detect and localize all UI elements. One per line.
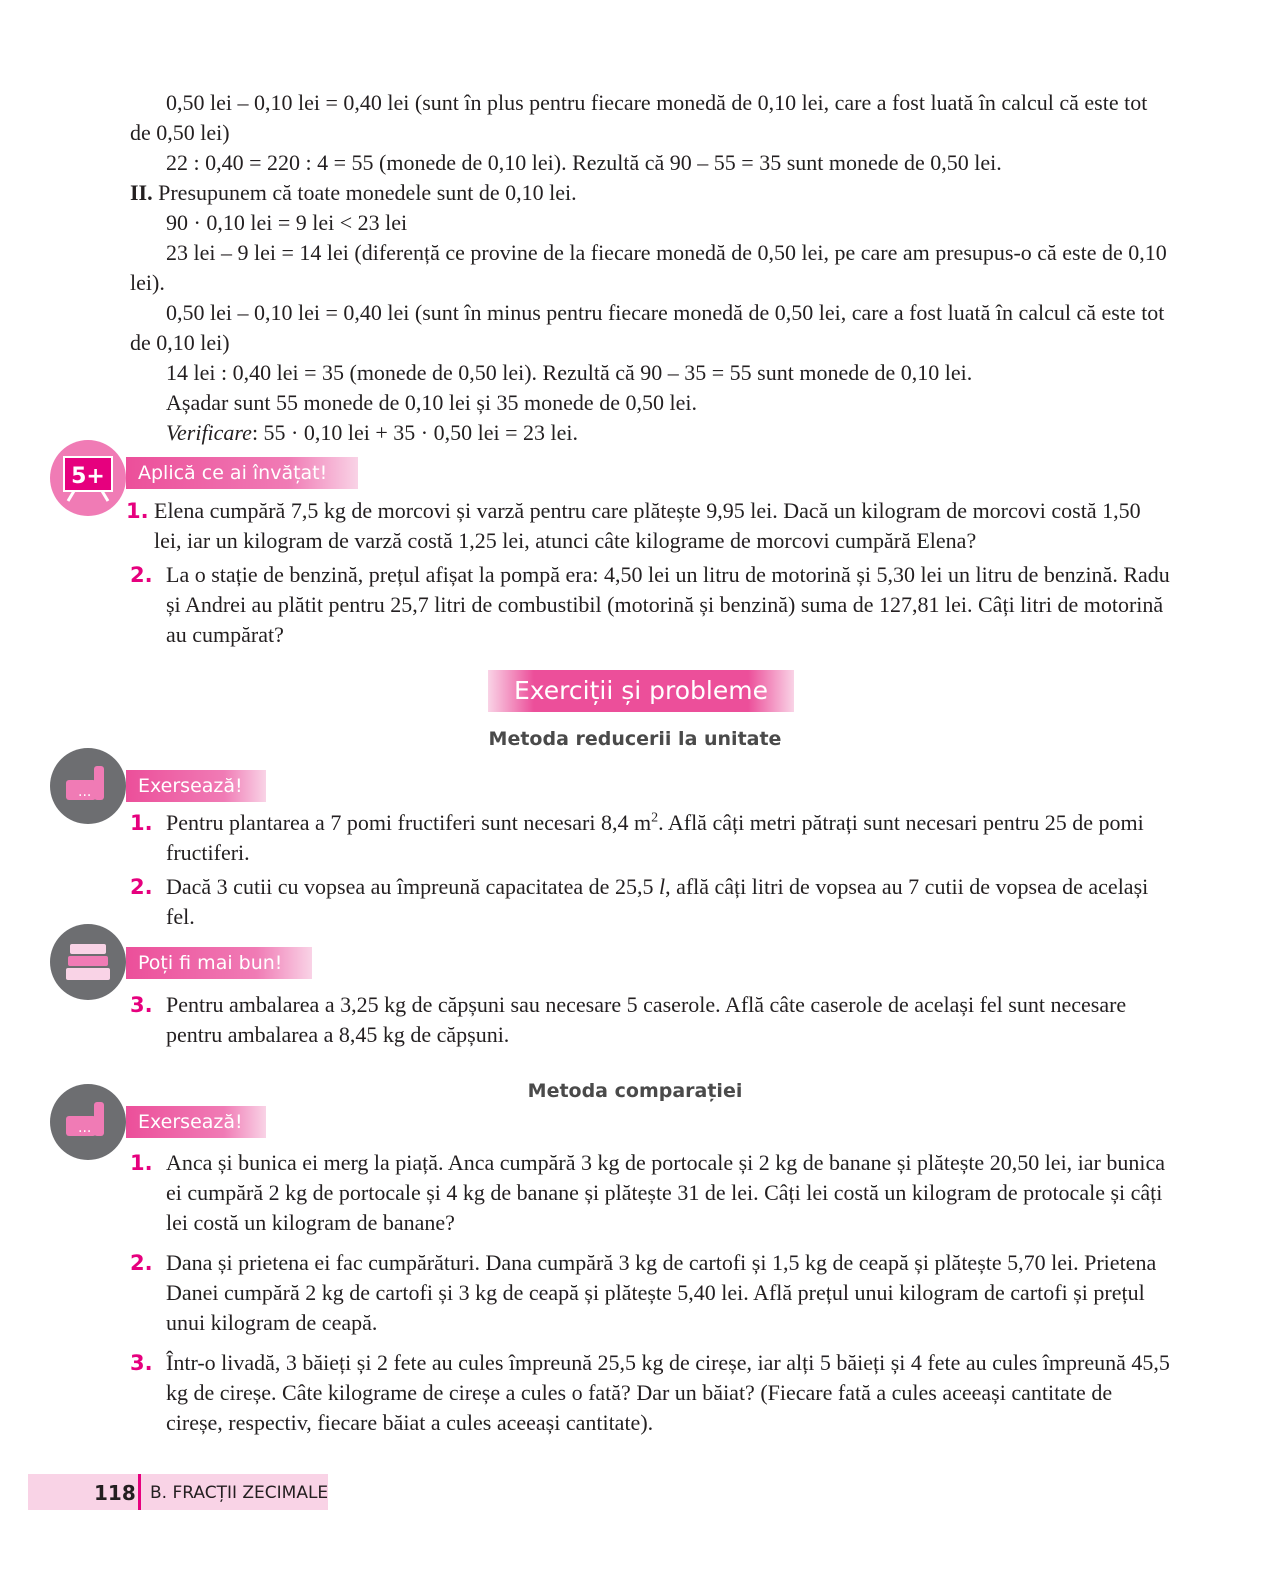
item-number: 2. [130,1251,153,1275]
footer-divider [138,1474,141,1510]
list-item: 2. La o stație de benzină, prețul afișat la pompă era: 4,50 lei un litru de motorină și 5,30 lei un litru de benzină. Radu și Andrei au plătit pentru 25,7 litri de combustibil (motorină și benzină) suma de 127,81 lei. Câți litri de motorină au cumpărat? [130,562,1170,647]
item-number: 3. [130,993,153,1017]
roman-numeral: II. [130,180,153,205]
apply-label: Aplică ce ai învățat! [126,457,358,489]
item-number: 1. [130,811,153,835]
board-icon [60,453,116,503]
chapter-title: B. FRACȚII ZECIMALE [150,1483,329,1503]
solution-line: 0,50 lei – 0,10 lei = 0,40 lei (sunt în minus pentru fiecare monedă de 0,50 lei, care a fost luată în calcul că este tot de 0,10 lei) [130,300,1165,355]
list-item: 1. Elena cumpără 7,5 kg de morcovi și varză pentru care plătește 9,95 lei. Dacă un kilogram de morcovi costă 1,50 lei, iar un kilogram de varză costă 1,25 lei, atunci câte kilograme de morcovi cumpără Elena? [126,498,1141,553]
item-number: 2. [130,875,153,899]
solution-line: 0,50 lei – 0,10 lei = 0,40 lei (sunt în plus pentru fiecare monedă de 0,10 lei, care a fost luată în calcul că este tot de 0,50 lei) [130,90,1148,145]
better-badge-icon [50,924,126,1000]
solution-line: 14 lei : 0,40 lei = 35 (monede de 0,50 lei). Rezultă că 90 – 35 = 55 sunt monede de 0,10 lei. [166,360,973,385]
thumb-icon [60,758,116,814]
list-item: 1. Anca și bunica ei merg la piață. Anca cumpără 3 kg de portocale și 2 kg de banane și plătește 20,50 lei, iar bunica ei cumpără 2 kg de portocale și 4 kg de banane și plătește 31 de lei. Câți lei costă un kilogram de protocale și câți lei costă un kilogram de banane? [130,1150,1166,1235]
method-title: Metoda reducerii la unitate [488,728,782,750]
item-number: 1. [130,1151,153,1175]
better-label: Poți fi mai bun! [126,947,312,979]
practice-label: Exersează! [126,1106,266,1138]
thumb-icon [60,1094,116,1150]
list-item: 2. Dacă 3 cutii cu vopsea au împreună capacitatea de 25,5 l, află câți litri de vopsea au 7 cutii de vopsea de același fel. [130,874,1149,929]
verification-line: Verificare: 55 · 0,10 lei + 35 · 0,50 lei = 23 lei. [166,420,578,445]
list-item: 3. Pentru ambalarea a 3,25 kg de căpșuni sau necesare 5 caserole. Află câte caserole de același fel sunt necesare pentru ambalarea a 8,45 kg de căpșuni. [130,992,1127,1047]
solution-line: Așadar sunt 55 monede de 0,10 lei și 35 monede de 0,50 lei. [166,390,697,415]
svg-text:...: ... [78,784,92,800]
item-number: 3. [130,1351,153,1375]
solution-line: 23 lei – 9 lei = 14 lei (diferență ce provine de la fiecare monedă de 0,50 lei, pe care am presupus-o că este de 0,10 lei). [130,240,1167,295]
list-item: 2. Dana și prietena ei fac cumpărături. Dana cumpără 3 kg de cartofi și 1,5 kg de ceapă și plătește 5,70 lei. Prietena Danei cumpără 2 kg de cartofi și 3 kg de ceapă și plătește 5,40 lei. Află prețul unui kilogram de cartofi și prețul unui kilogram de ceapă. [130,1250,1157,1335]
list-item: 3. Într-o livadă, 3 băieți și 2 fete au cules împreună 25,5 kg de cireșe, iar alți 5 băieți și 4 fete au cules împreună 45,5 kg de cireșe. Câte kilograme de cireșe a cules o fată? Dar un băiat? (Fiecare fată a cules aceeași cantitate de cireșe, respectiv, fiecare băiat a cules aceeași cantitate). [130,1350,1170,1435]
section-title: Exerciții și probleme [488,670,794,712]
stack-icon [60,934,116,990]
solution-line: 90 · 0,10 lei = 9 lei < 23 lei [166,210,408,235]
list-item: 1. Pentru plantarea a 7 pomi fructiferi sunt necesari 8,4 $m^2$. Află câți metri pătrați sunt necesari pentru 25 de pomi fructiferi. [130,810,1144,865]
practice-badge-icon [50,1084,126,1160]
practice-label: Exersează! [126,770,266,802]
item-number: 2. [130,563,153,587]
solution-line: 22 : 0,40 = 220 : 4 = 55 (monede de 0,10 lei). Rezultă că 90 – 55 = 35 sunt monede de 0,50 lei. [166,150,1002,175]
svg-text:5+: 5+ [71,464,105,489]
svg-text:...: ... [78,1120,92,1136]
practice-badge-icon [50,748,126,824]
apply-badge-icon [50,440,126,516]
method-title: Metoda comparației [527,1080,743,1102]
page-number: 118 [94,1481,136,1505]
solution-line: II. Presupunem că toate monedele sunt de 0,10 lei. [130,180,577,205]
item-number: 1. [126,499,149,523]
